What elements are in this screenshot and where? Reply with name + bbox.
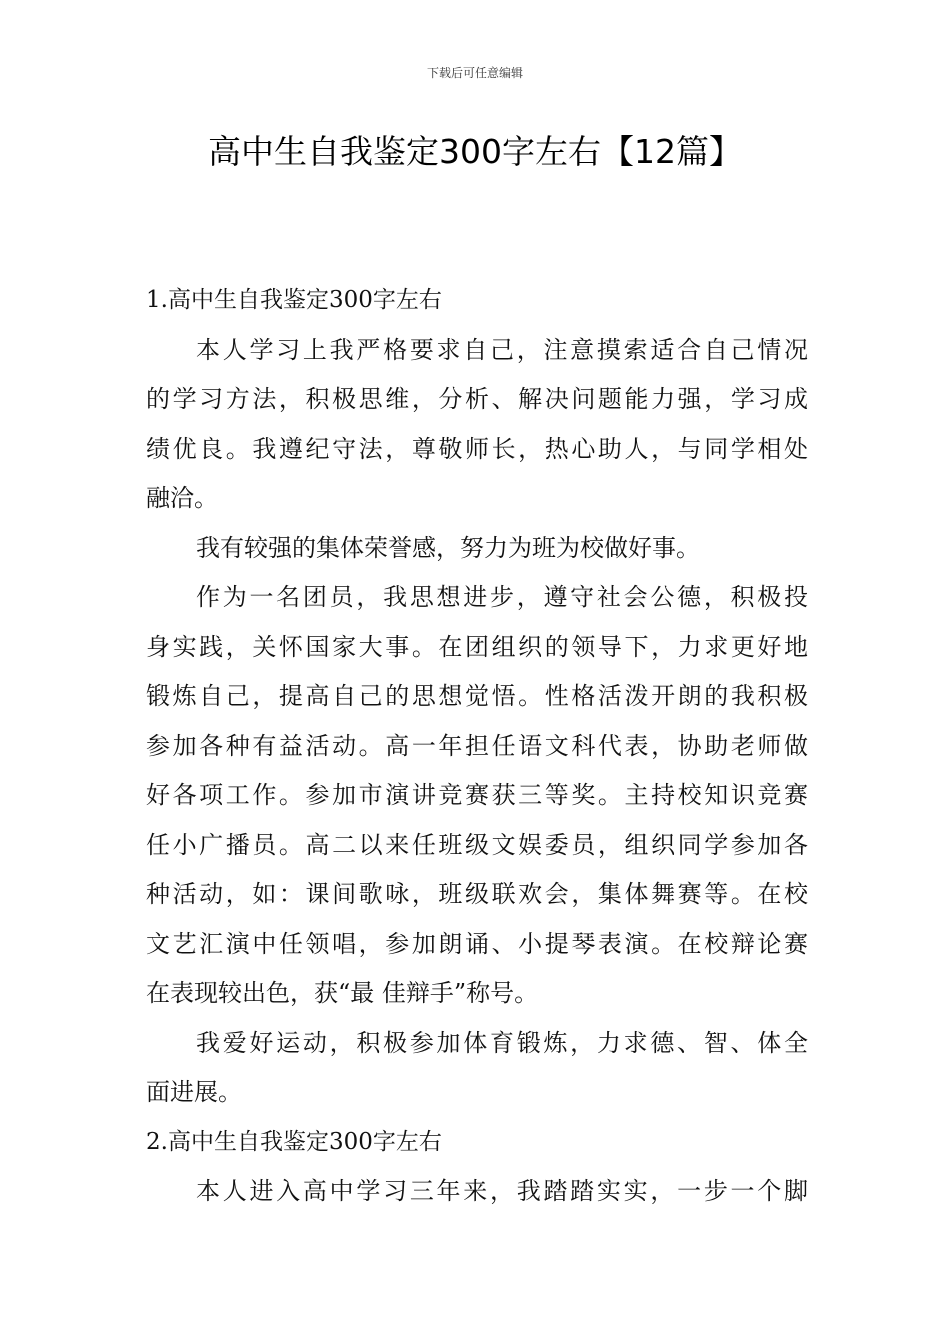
- download-note: 下载后可任意编辑: [426, 66, 523, 80]
- paragraph-line: 我爱好运动，积极参加体育锻炼，力求德、智、体全: [196, 1028, 808, 1057]
- paragraph-line: 好各项工作。参加市演讲竞赛获三等奖。主持校知识竞赛: [146, 781, 808, 809]
- section-heading-1: 1.高中生自我鉴定300字左右: [146, 287, 442, 313]
- paragraph-line: 融洽。: [146, 484, 218, 512]
- paragraph-line: 在表现较出色，获“最 佳辩手”称号。: [146, 979, 539, 1007]
- paragraph-line: 本人学习上我严格要求自己，注意摸索适合自己情况: [196, 335, 808, 364]
- paragraph-line: 绩优良。我遵纪守法，尊敬师长，热心助人，与同学相处: [146, 434, 808, 463]
- paragraph-line: 的学习方法，积极思维，分析、解决问题能力强，学习成: [146, 385, 808, 413]
- document-title: 高中生自我鉴定300字左右【12篇】: [208, 132, 742, 171]
- document-body: [146, 276, 808, 1217]
- paragraph-line: 锻炼自己，提高自己的思想觉悟。性格活泼开朗的我积极: [146, 682, 808, 710]
- paragraph-line: 我有较强的集体荣誉感，努力为班为校做好事。: [196, 533, 700, 562]
- paragraph-line: 面进展。: [146, 1078, 242, 1106]
- paragraph-line: 身实践，关怀国家大事。在团组织的领导下，力求更好地: [146, 632, 808, 661]
- paragraph-line: 作为一名团员，我思想进步，遵守社会公德，积极投: [196, 583, 808, 611]
- section-heading-2: 2.高中生自我鉴定300字左右: [146, 1128, 442, 1155]
- paragraph-line: 本人进入高中学习三年来，我踏踏实实，一步一个脚: [196, 1177, 808, 1205]
- paragraph-line: 文艺汇演中任领唱，参加朗诵、小提琴表演。在校辩论赛: [146, 929, 808, 958]
- paragraph-line: 参加各种有益活动。高一年担任语文科代表，协助老师做: [146, 731, 808, 760]
- paragraph-line: 任小广播员。高二以来任班级文娱委员，组织同学参加各: [146, 830, 808, 859]
- paragraph-line: 种活动，如：课间歌咏，班级联欢会，集体舞赛等。在校: [146, 880, 808, 908]
